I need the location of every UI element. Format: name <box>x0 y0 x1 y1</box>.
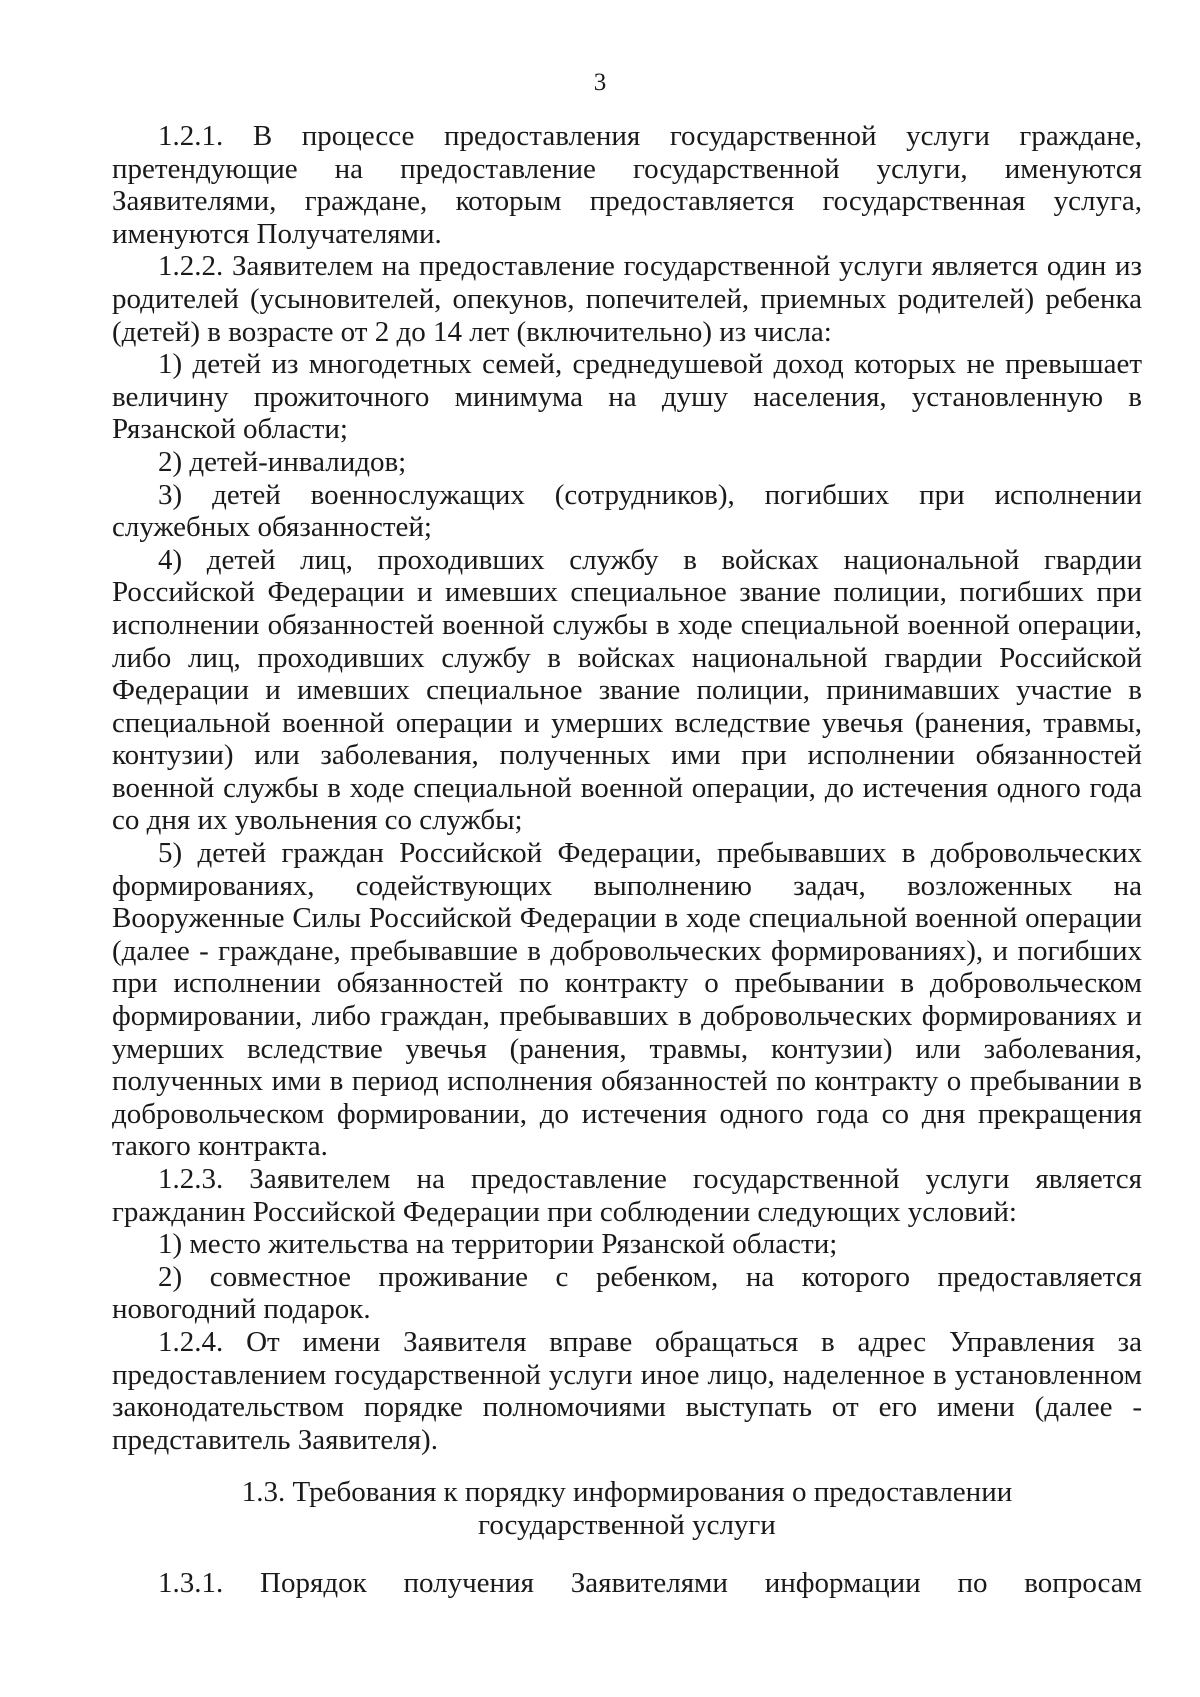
paragraph-1-2-2: 1.2.2. Заявителем на предоставление государственной услуги является один из родителей (усыновителей, опекунов, попечителей, приемных родителей) ребенка (детей) в возрасте от 2 до 14 лет (включительно) из числа: <box>112 250 1142 348</box>
paragraph-1-2-1: 1.2.1. В процессе предоставления государственной услуги граждане, претендующие на предоставление государственной услуги, именуются Заявителями, граждане, которым предоставляется государственная услуга, именуются Получателями. <box>112 120 1142 250</box>
section-heading-line-2: государственной услуги <box>478 1508 776 1541</box>
document-body <box>112 120 1142 1456</box>
list-item-1: 1) детей из многодетных семей, среднедушевой доход которых не превышает величину прожиточного минимума на душу населения, установленную в Рязанской области; <box>112 348 1142 446</box>
paragraph-1-2-4: 1.2.4. От имени Заявителя вправе обращаться в адрес Управления за предоставлением государственной услуги иное лицо, наделенное в установленном законодательством порядке полномочиями выступать от его имени (далее - представитель Заявителя). <box>112 1325 1142 1456</box>
section-heading <box>112 1476 1142 1541</box>
section-heading-line-1: 1.3. Требования к порядку информирования о предоставлении <box>241 1476 1013 1508</box>
list-item-2: 2) детей-инвалидов; <box>158 445 407 478</box>
condition-item-2: 2) совместное проживание с ребенком, на которого предоставляется новогодний подарок. <box>112 1260 1142 1326</box>
paragraph-1-2-3: 1.2.3. Заявителем на предоставление государственной услуги является гражданин Российской Федерации при соблюдении следующих условий: <box>112 1163 1142 1228</box>
list-item-5: 5) детей граждан Российской Федерации, пребывавших в добровольческих формированиях, содействующих выполнению задач, возложенных на Вооруженные Силы Российской Федерации в ходе специальной военной операции (далее - граждане, пребывавшие в добровольческих формированиях), и погибших при исполнении обязанностей по контракту о пребывании в добровольческом формировании, либо граждан, пребывавших в добровольческих формированиях и умерших вследствие увечья (ранения, травмы, контузии) или заболевания, полученных ими в период исполнения обязанностей по контракту о пребывании в добровольческом формировании, до истечения одного года со дня прекращения такого контракта. <box>112 837 1142 1163</box>
list-item-4: 4) детей лиц, проходивших службу в войсках национальной гвардии Российской Федерации и имевших специальное звание полиции, погибших при исполнении обязанностей военной службы в ходе специальной военной операции, либо лиц, проходивших службу в войсках национальной гвардии Российской Федерации и имевших специальное звание полиции, принимавших участие в специальной военной операции и умерших вследствие увечья (ранения, травмы, контузии) или заболевания, полученных ими при исполнении обязанностей военной службы в ходе специальной военной операции, до истечения одного года со дня их увольнения со службы; <box>112 543 1142 837</box>
condition-item-1: 1) место жительства на территории Рязанской области; <box>158 1228 838 1261</box>
page-number: 3 <box>593 69 607 96</box>
list-item-3: 3) детей военнослужащих (сотрудников), погибших при исполнении служебных обязанностей; <box>112 478 1142 544</box>
paragraph-1-3-1: 1.3.1. Порядок получения Заявителями информации по вопросам <box>158 1567 1142 1599</box>
